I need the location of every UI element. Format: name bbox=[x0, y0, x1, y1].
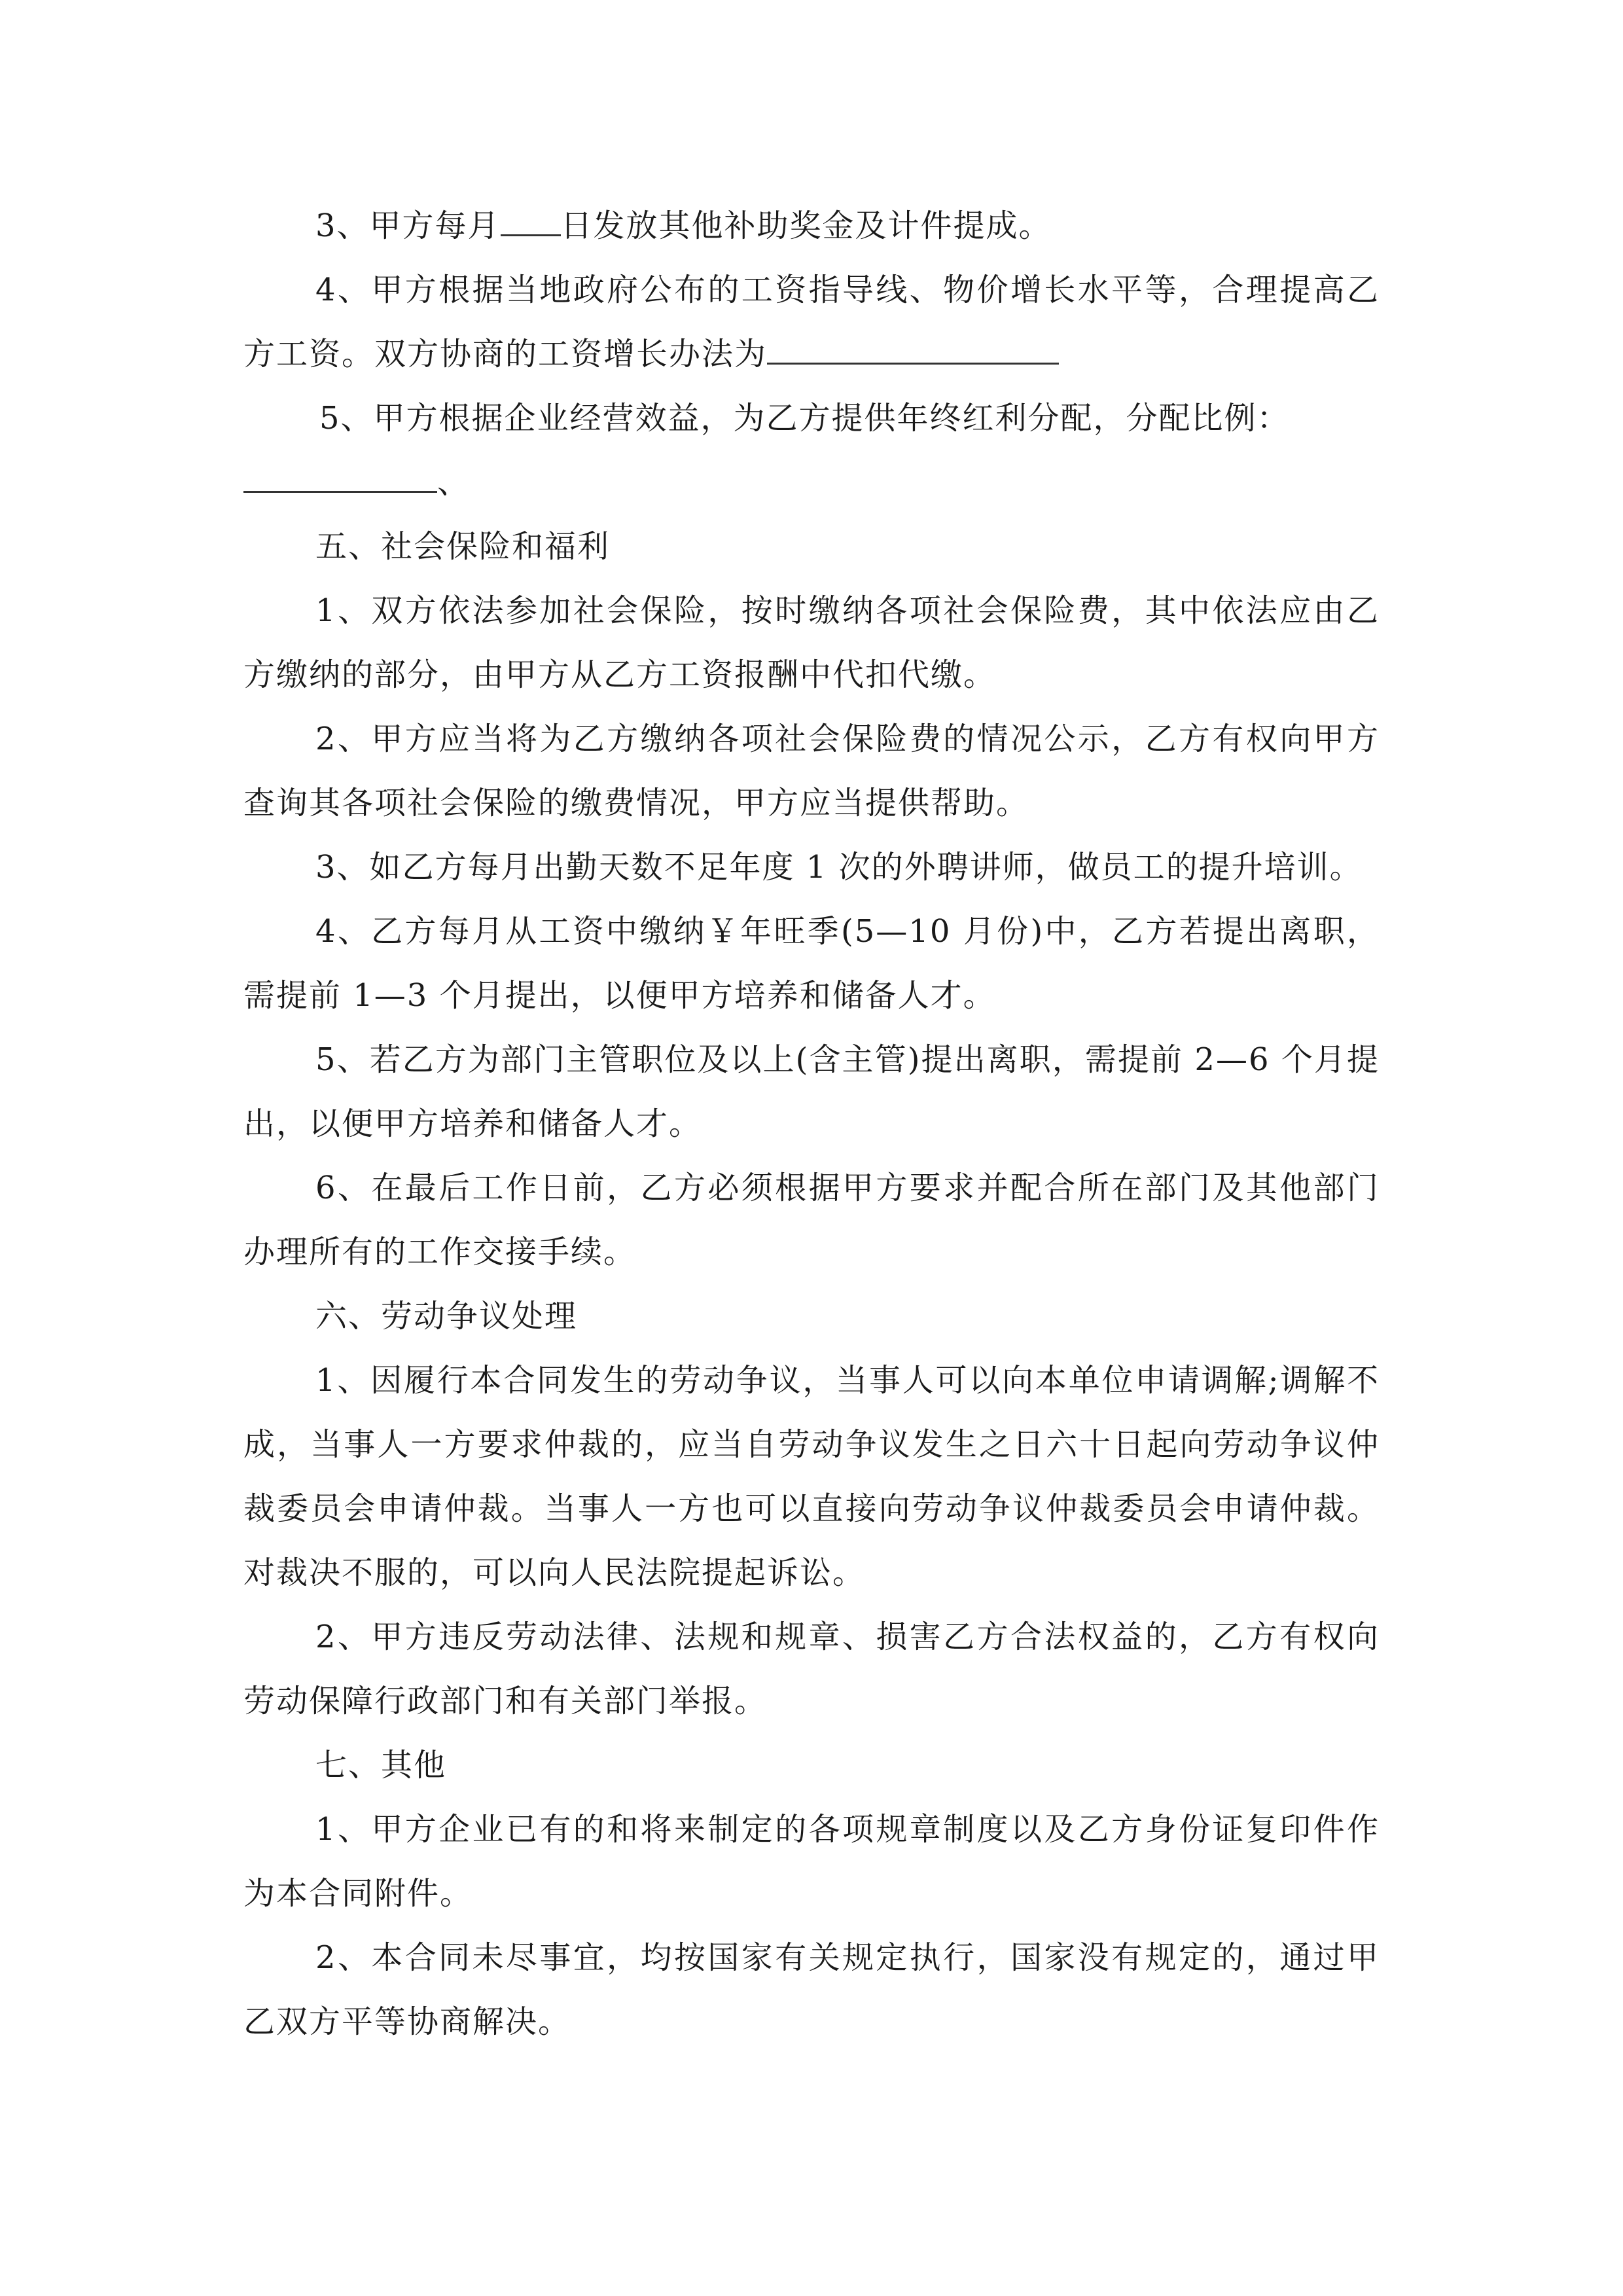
clause-violation-report: 2、甲方违反劳动法律、法规和规章、损害乙方合法权益的，乙方有权向劳动保障行政部门和有关部门举报。 bbox=[243, 1619, 1380, 1719]
blank-ratio-field[interactable] bbox=[243, 465, 437, 493]
clause-wage-payment-day bbox=[243, 194, 1380, 258]
clause-insurance-participation: 1、双方依法参加社会保险，按时缴纳各项社会保险费，其中依法应由乙方缴纳的部分，由甲方从乙方工资报酬中代扣代缴。 bbox=[243, 592, 1380, 693]
clause-text: 4、甲方根据当地政府公布的工资指导线、物价增长水平等，合理提高乙方工资。双方协商的工资增长办法为 bbox=[243, 272, 1380, 372]
clause-wage-increase bbox=[243, 258, 1380, 386]
clause-handover: 6、在最后工作日前，乙方必须根据甲方要求并配合所在部门及其他部门办理所有的工作交接手续。 bbox=[243, 1170, 1380, 1270]
clause-attachments: 1、甲方企业已有的和将来制定的各项规章制度以及乙方身份证复印件作为本合同附件。 bbox=[243, 1811, 1380, 1912]
clause-bonus-distribution bbox=[243, 386, 1380, 514]
clause-unresolved-matters: 2、本合同未尽事宜，均按国家有关规定执行，国家没有规定的，通过甲乙双方平等协商解决。 bbox=[243, 1939, 1380, 2040]
clause-attendance-training: 3、如乙方每月出勤天数不足年度 1 次的外聘讲师，做员工的提升培训。 bbox=[315, 849, 1363, 886]
clause-text: 5、甲方根据企业经营效益，为乙方提供年终红利分配，分配比例： bbox=[319, 400, 1290, 437]
clause-text: 日发放其他补助奖金及计件提成。 bbox=[560, 207, 1052, 244]
bonus-ratio-line bbox=[243, 450, 1380, 514]
section-heading-labor-dispute: 六、劳动争议处理 bbox=[315, 1298, 578, 1335]
section-heading-social-insurance: 五、社会保险和福利 bbox=[315, 528, 611, 565]
clause-dispute-mediation: 1、因履行本合同发生的劳动争议，当事人可以向本单位申请调解;调解不成，当事人一方要求仲裁的，应当自劳动争议发生之日六十日起向劳动争议仲裁委员会申请仲裁。当事人一方也可以直接向劳动争议仲裁委员会申请仲裁。对裁决不服的，可以向人民法院提起诉讼。 bbox=[243, 1362, 1380, 1591]
section-heading-other: 七、其他 bbox=[315, 1747, 447, 1784]
blank-day-field[interactable] bbox=[501, 208, 561, 236]
document-body bbox=[243, 194, 1380, 2054]
clause-resignation-notice: 4、乙方每月从工资中缴纳￥年旺季(5—10 月份)中，乙方若提出离职，需提前 1—3 个月提出，以便甲方培养和储备人才。 bbox=[243, 913, 1380, 1014]
blank-wage-method-field[interactable] bbox=[767, 336, 1059, 365]
clause-text: 、 bbox=[437, 464, 471, 501]
clause-manager-resignation: 5、若乙方为部门主管职位及以上(含主管)提出离职，需提前 2—6 个月提出，以便甲方培养和储备人才。 bbox=[243, 1041, 1380, 1142]
clause-insurance-disclosure: 2、甲方应当将为乙方缴纳各项社会保险费的情况公示，乙方有权向甲方查询其各项社会保险的缴费情况，甲方应当提供帮助。 bbox=[243, 721, 1380, 821]
clause-text: 3、甲方每月 bbox=[315, 207, 501, 244]
